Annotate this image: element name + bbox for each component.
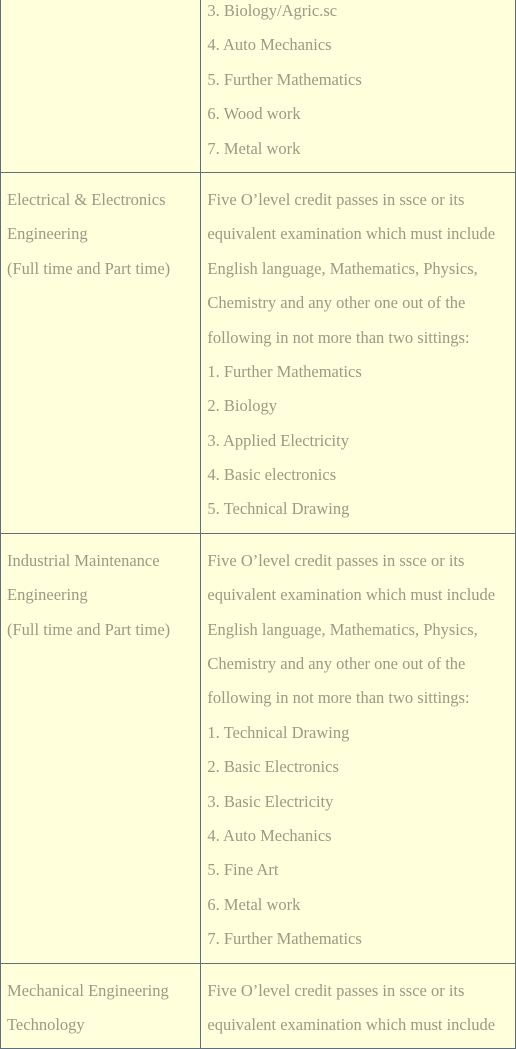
requirements-cell [201,963,516,1049]
requirements-cell [201,533,516,963]
requirement-line: 3. Biology/Agric.sc [207,1,338,20]
requirement-line: 5. Technical Drawing [207,499,350,519]
requirement-line: Five O’level credit passes in ssce or its [207,550,465,570]
requirement-line: Chemistry and any other one out of the [207,293,466,313]
requirement-line: 5. Fine Art [207,860,279,880]
course-mode-line: (Full time and Part time) [7,258,171,278]
requirement-line: English language, Mathematics, Physics, [207,619,478,639]
table-row [1,963,516,1049]
requirement-line: equivalent examination which must include [207,224,496,244]
requirement-line: following in not more than two sittings: [207,688,470,708]
requirement-line: following in not more than two sittings: [207,327,470,347]
requirement-line: 6. Wood work [207,104,301,124]
course-name-line: Technology [7,1014,85,1034]
requirement-line: 3. Basic Electricity [207,791,334,811]
course-name-line: Engineering [7,224,88,244]
requirement-line: 2. Biology [207,396,278,416]
requirement-line: Chemistry and any other one out of the [207,654,466,674]
table-row [1,533,516,963]
requirement-line: 5. Further Mathematics [207,69,362,89]
requirement-line: 3. Applied Electricity [207,430,349,450]
requirement-line: equivalent examination which must include [207,585,496,605]
requirement-line: 4. Auto Mechanics [207,825,332,845]
course-name-line: Industrial Maintenance [7,550,160,570]
requirement-line: 4. Auto Mechanics [207,35,332,55]
table-row [1,0,516,172]
requirement-line: 7. Further Mathematics [207,929,362,949]
course-cell [1,172,201,533]
requirements-cell [201,0,516,172]
requirement-line: 2. Basic Electronics [207,757,339,777]
requirement-line: 4. Basic electronics [207,465,337,485]
course-cell [1,0,201,172]
requirement-line: 7. Metal work [207,138,301,158]
requirement-line: 6. Metal work [207,894,301,914]
course-cell [1,963,201,1049]
requirement-line: English language, Mathematics, Physics, [207,258,478,278]
requirement-line: 1. Technical Drawing [207,722,350,742]
requirement-line: Five O’level credit passes in ssce or its [207,189,465,209]
requirements-cell [201,172,516,533]
requirement-line: Five O’level credit passes in ssce or its [207,980,465,1000]
table-row [1,172,516,533]
course-cell [1,533,201,963]
course-mode-line: (Full time and Part time) [7,619,171,639]
requirement-line: 1. Further Mathematics [207,361,362,381]
course-name-line: Electrical & Electronics [7,189,166,209]
course-name-line: Mechanical Engineering [7,980,169,1000]
course-name-line: Engineering [7,585,88,605]
requirement-line: equivalent examination which must include [207,1014,496,1034]
